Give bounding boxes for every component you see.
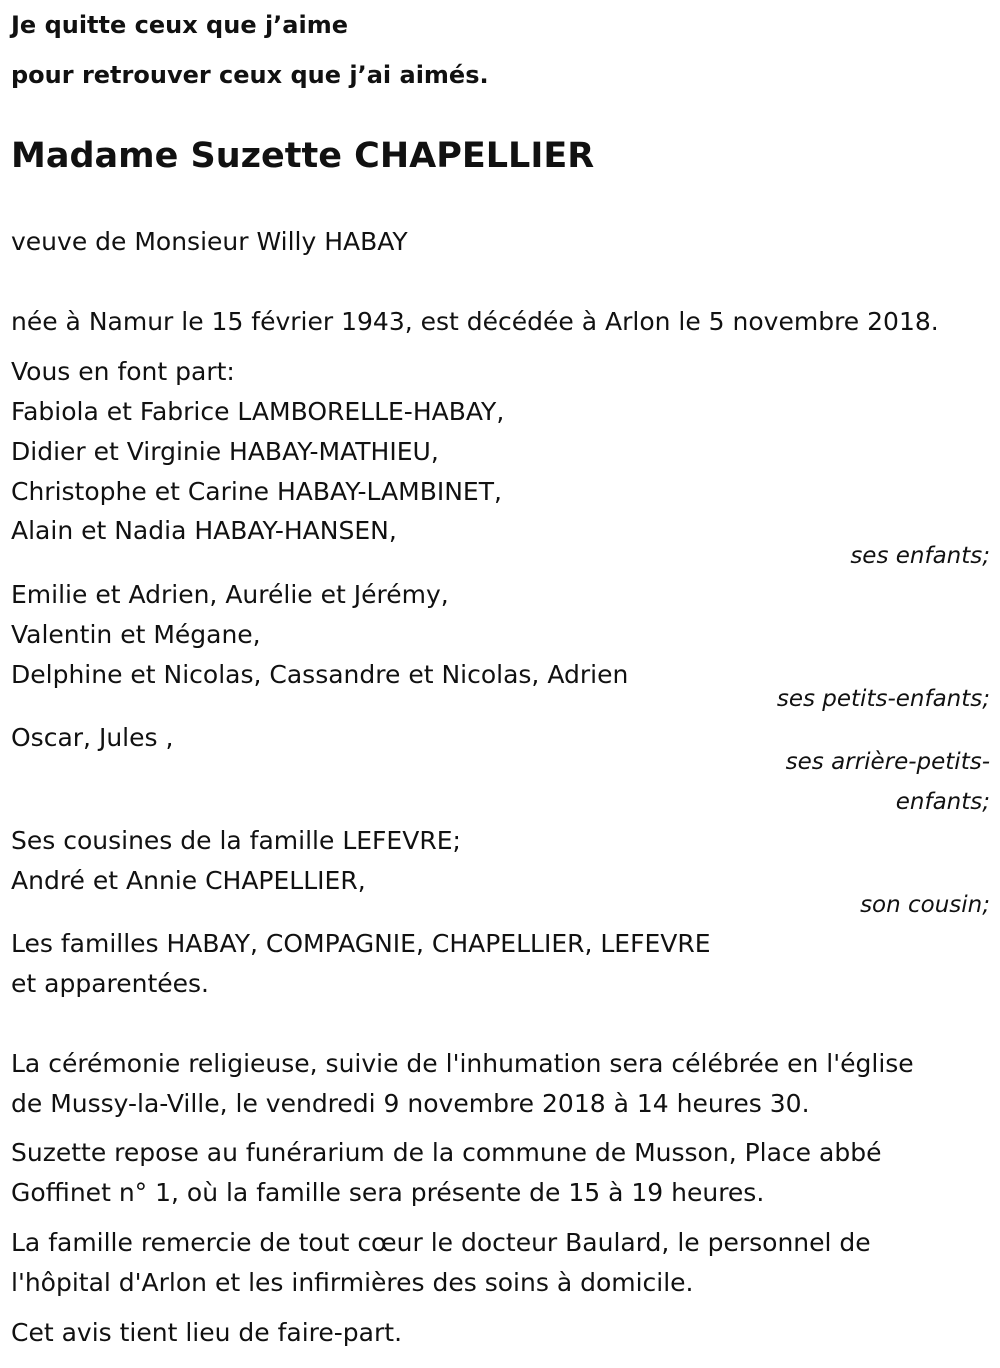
funerarium-line-1: Suzette repose au funérarium de la commune de Musson, Place abbé xyxy=(11,1138,882,1167)
epigraph-line-2: pour retrouver ceux que j’ai aimés. xyxy=(11,61,489,89)
child-line: Christophe et Carine HABAY-LAMBINET, xyxy=(11,477,502,506)
epigraph-line-1: Je quitte ceux que j’aime xyxy=(11,11,349,39)
funerarium-line-2: Goffinet n° 1, où la famille sera présente de 15 à 19 heures. xyxy=(11,1178,765,1207)
announcement-intro: Vous en font part: xyxy=(11,357,235,386)
cousins-line-1: Ses cousines de la famille LEFEVRE; xyxy=(11,826,461,855)
grandchild-line: Delphine et Nicolas, Cassandre et Nicolas, Adrien xyxy=(11,660,629,689)
great-grandchildren-role-line-1: ses arrière-petits- xyxy=(785,749,990,775)
widow-of-line: veuve de Monsieur Willy HABAY xyxy=(11,227,408,256)
child-line: Fabiola et Fabrice LAMBORELLE-HABAY, xyxy=(11,397,505,426)
ceremony-line-2: de Mussy-la-Ville, le vendredi 9 novembre 2018 à 14 heures 30. xyxy=(11,1089,810,1118)
families-line-1: Les familles HABAY, COMPAGNIE, CHAPELLIER, LEFEVRE xyxy=(11,929,711,958)
grandchildren-role: ses petits-enfants; xyxy=(776,686,990,712)
children-role: ses enfants; xyxy=(850,543,990,569)
birth-death-line: née à Namur le 15 février 1943, est décédée à Arlon le 5 novembre 2018. xyxy=(11,307,939,336)
grandchild-line: Emilie et Adrien, Aurélie et Jérémy, xyxy=(11,580,449,609)
cousin-role: son cousin; xyxy=(860,892,990,918)
cousins-line-2: André et Annie CHAPELLIER, xyxy=(11,866,366,895)
child-line: Didier et Virginie HABAY-MATHIEU, xyxy=(11,437,439,466)
thanks-line-2: l'hôpital d'Arlon et les infirmières des soins à domicile. xyxy=(11,1268,694,1297)
families-line-2: et apparentées. xyxy=(11,969,209,998)
child-line: Alain et Nadia HABAY-HANSEN, xyxy=(11,516,397,545)
thanks-line-1: La famille remercie de tout cœur le docteur Baulard, le personnel de xyxy=(11,1228,871,1257)
deceased-name: Madame Suzette CHAPELLIER xyxy=(11,136,595,176)
great-grandchildren-role-line-2: enfants; xyxy=(895,789,990,815)
grandchild-line: Valentin et Mégane, xyxy=(11,620,261,649)
great-grandchildren-line: Oscar, Jules , xyxy=(11,723,174,752)
closing-line: Cet avis tient lieu de faire-part. xyxy=(11,1318,403,1347)
ceremony-line-1: La cérémonie religieuse, suivie de l'inhumation sera célébrée en l'église xyxy=(11,1049,914,1078)
